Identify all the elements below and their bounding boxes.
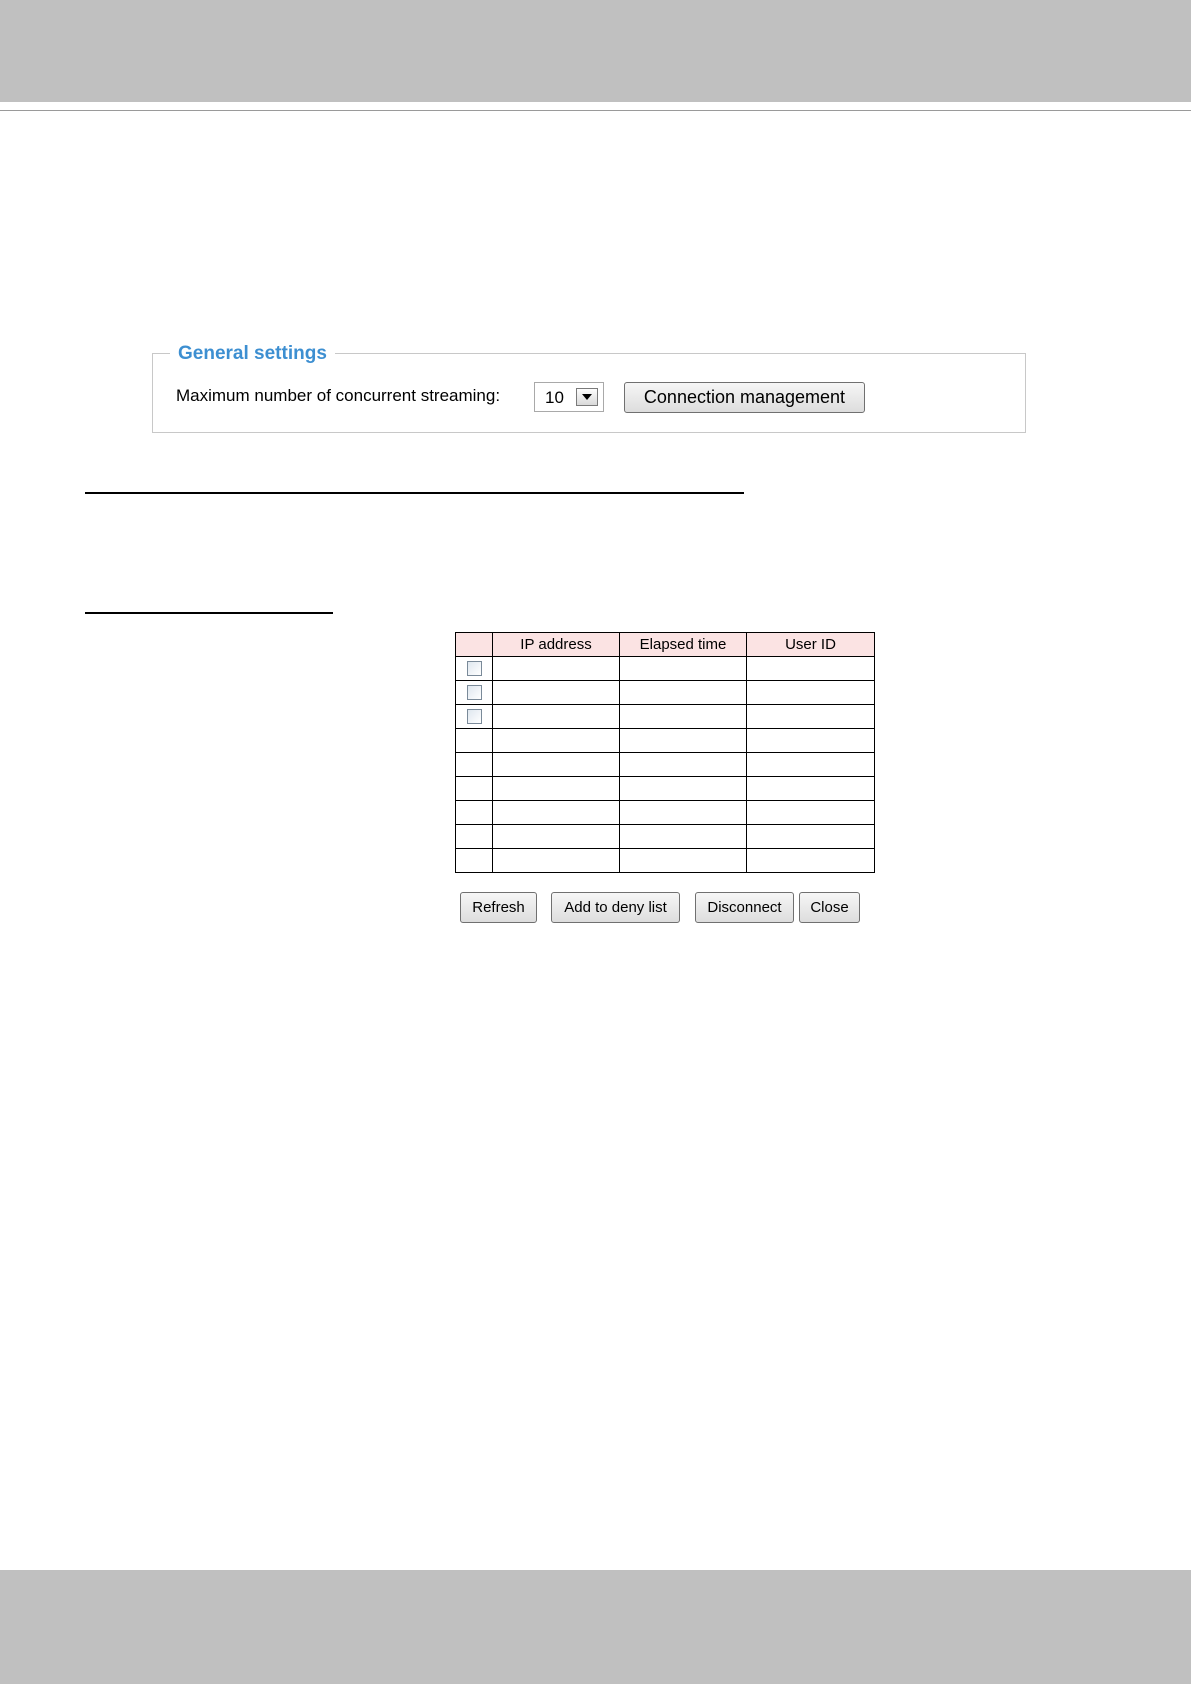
page-footer-band <box>0 1570 1191 1684</box>
elapsed-time-cell <box>620 801 747 825</box>
select-cell <box>456 657 493 681</box>
select-cell <box>456 753 493 777</box>
header-divider <box>0 110 1191 111</box>
row-checkbox[interactable] <box>467 661 482 676</box>
column-header-ip-address: IP address <box>493 633 620 657</box>
disconnect-button[interactable]: Disconnect <box>695 892 794 923</box>
user-id-cell <box>747 801 875 825</box>
ip-address-cell <box>493 777 620 801</box>
elapsed-time-cell <box>620 657 747 681</box>
ip-address-cell <box>493 753 620 777</box>
page-header-band <box>0 0 1191 102</box>
ip-address-cell <box>493 705 620 729</box>
user-id-cell <box>747 753 875 777</box>
user-id-cell <box>747 849 875 873</box>
select-cell <box>456 849 493 873</box>
column-header-select <box>456 633 493 657</box>
max-streaming-select[interactable] <box>534 382 604 412</box>
user-id-cell <box>747 777 875 801</box>
table-row <box>456 801 875 825</box>
user-id-cell <box>747 705 875 729</box>
ip-address-cell <box>493 681 620 705</box>
select-cell <box>456 729 493 753</box>
column-header-elapsed-time: Elapsed time <box>620 633 747 657</box>
general-settings-legend: General settings <box>170 342 335 366</box>
table-row <box>456 705 875 729</box>
select-cell <box>456 681 493 705</box>
ip-address-cell <box>493 657 620 681</box>
table-row <box>456 729 875 753</box>
user-id-cell <box>747 681 875 705</box>
user-id-cell <box>747 657 875 681</box>
select-cell <box>456 705 493 729</box>
ip-address-cell <box>493 729 620 753</box>
elapsed-time-cell <box>620 705 747 729</box>
table-row <box>456 753 875 777</box>
elapsed-time-cell <box>620 849 747 873</box>
chevron-down-icon[interactable] <box>576 388 598 406</box>
elapsed-time-cell <box>620 729 747 753</box>
table-row <box>456 777 875 801</box>
ip-address-cell <box>493 825 620 849</box>
row-checkbox[interactable] <box>467 685 482 700</box>
elapsed-time-cell <box>620 681 747 705</box>
max-streaming-label: Maximum number of concurrent streaming: <box>176 386 501 405</box>
ip-address-cell <box>493 801 620 825</box>
row-checkbox[interactable] <box>467 709 482 724</box>
table-row <box>456 849 875 873</box>
redacted-heading-rule <box>85 492 744 494</box>
elapsed-time-cell <box>620 777 747 801</box>
connection-management-button[interactable]: Connection management <box>624 382 865 413</box>
elapsed-time-cell <box>620 825 747 849</box>
table-header-row <box>456 633 875 657</box>
select-cell <box>456 801 493 825</box>
select-cell <box>456 825 493 849</box>
user-id-cell <box>747 729 875 753</box>
table-row <box>456 657 875 681</box>
connection-table-body <box>456 657 875 873</box>
max-streaming-value: 10 <box>545 388 564 407</box>
column-header-user-id: User ID <box>747 633 875 657</box>
table-row <box>456 681 875 705</box>
close-button[interactable]: Close <box>799 892 860 923</box>
elapsed-time-cell <box>620 753 747 777</box>
connection-table <box>455 632 875 873</box>
refresh-button[interactable]: Refresh <box>460 892 537 923</box>
add-to-deny-list-button[interactable]: Add to deny list <box>551 892 680 923</box>
ip-address-cell <box>493 849 620 873</box>
user-id-cell <box>747 825 875 849</box>
redacted-subheading-rule <box>85 612 333 614</box>
table-row <box>456 825 875 849</box>
select-cell <box>456 777 493 801</box>
